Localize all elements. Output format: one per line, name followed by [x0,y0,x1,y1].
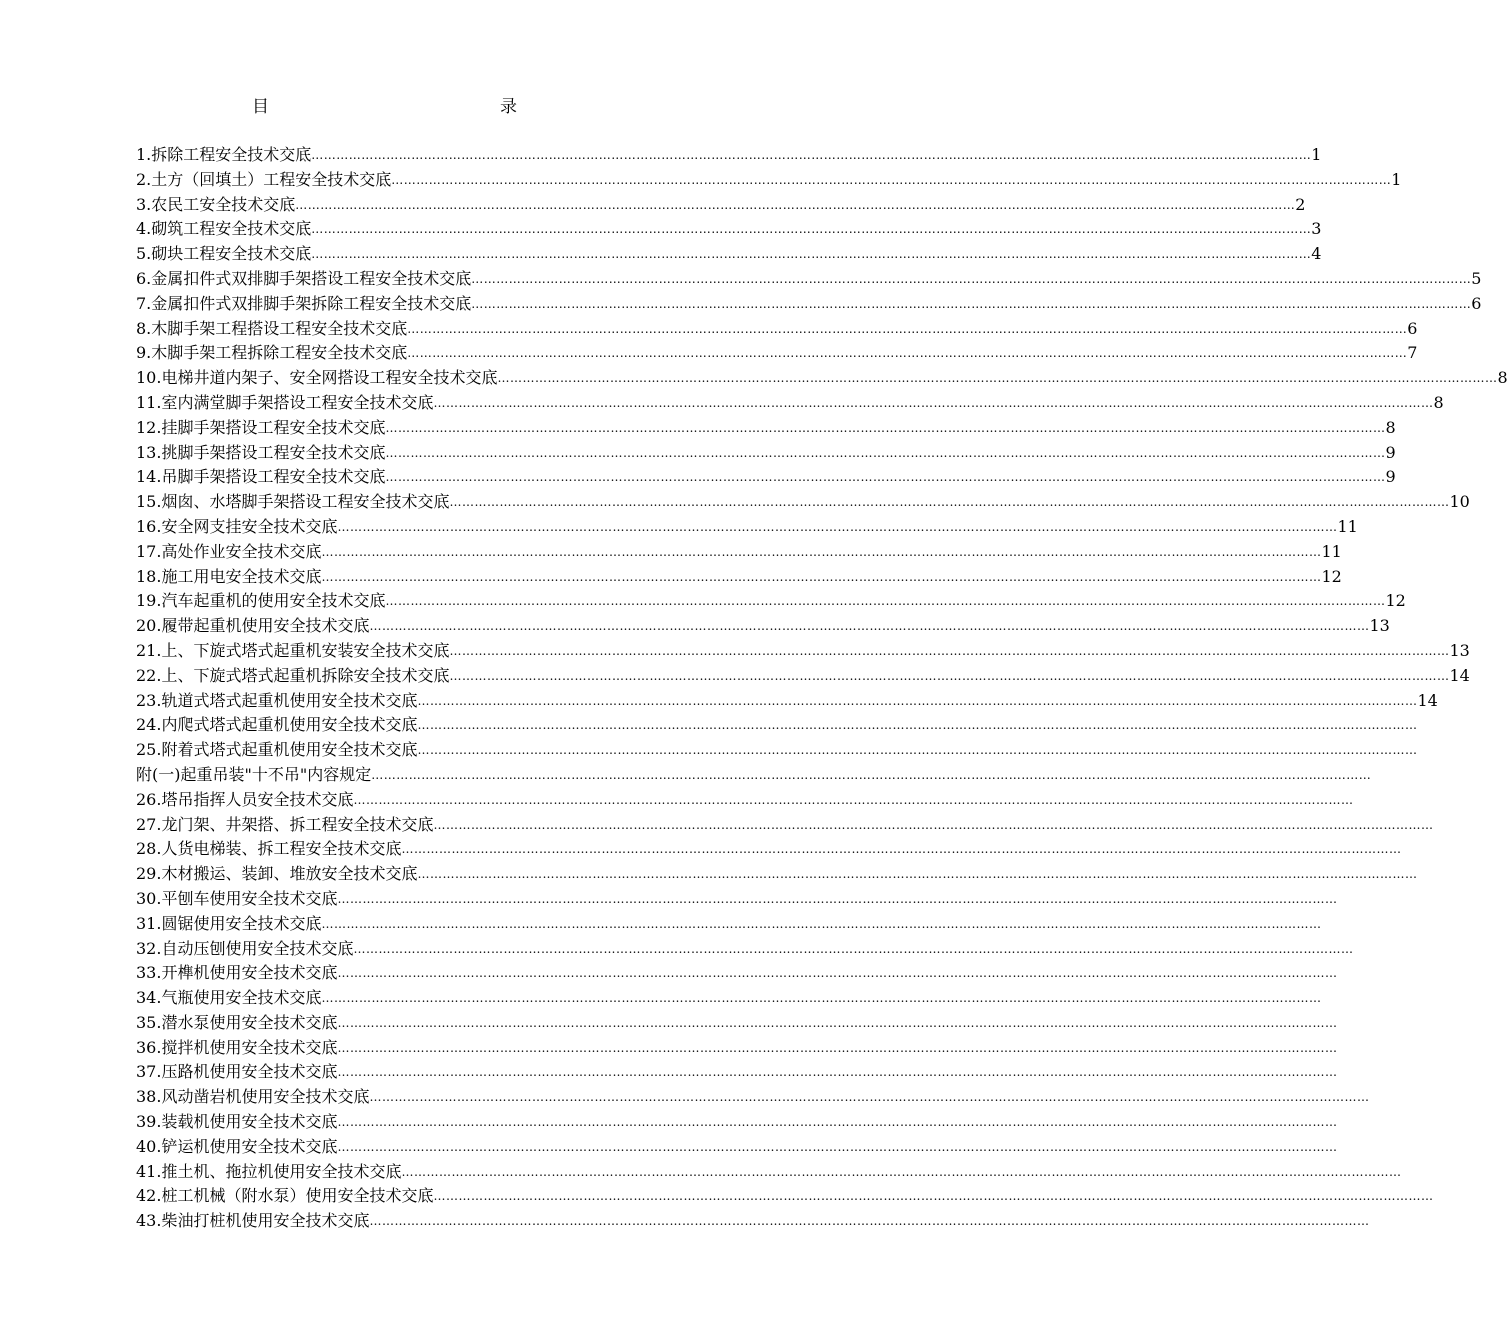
toc-entry-page: 10 [1449,492,1470,512]
toc-entry[interactable] [136,490,1470,515]
toc-entry[interactable] [136,465,1396,490]
toc-entry-page: 13 [1369,616,1390,636]
toc-entry[interactable] [136,763,1372,788]
toc-entry[interactable] [136,912,1322,937]
toc-entry[interactable] [136,143,1322,168]
toc-dot-leader: …………………………………………………………………………………………………………………………………………………………………………………………………………………… [321,991,1322,1006]
toc-entry[interactable] [136,317,1418,342]
toc-entry-title: 20.履带起重机使用安全技术交底 [136,616,370,636]
toc-entry-title: 15.烟囱、水塔脚手架搭设工程安全技术交底 [136,492,450,512]
toc-entry-page: 13 [1449,640,1470,660]
toc-dot-leader: …………………………………………………………………………………………………………………………………………………………………………………………………………………… [295,197,1296,212]
toc-dot-leader: …………………………………………………………………………………………………………………………………………………………………………………………………………………… [385,420,1386,435]
toc-entry-title: 4.砌筑工程安全技术交底 [136,219,312,239]
title-char-2: 录 [500,97,517,117]
toc-entry-title: 22.上、下旋式塔式起重机拆除安全技术交底 [136,665,450,685]
toc-dot-leader: …………………………………………………………………………………………………………………………………………………………………………………………………………………… [433,1189,1434,1204]
toc-entry-title: 9.木脚手架工程拆除工程安全技术交底 [136,343,408,363]
toc-dot-leader: …………………………………………………………………………………………………………………………………………………………………………………………………………………… [407,346,1408,361]
toc-entry[interactable] [136,689,1438,714]
title-char-1: 目 [252,97,269,117]
toc-entry-page: 14 [1417,690,1438,710]
toc-dot-leader: …………………………………………………………………………………………………………………………………………………………………………………………………………………… [417,743,1418,758]
toc-entry[interactable] [136,441,1396,466]
toc-entry-title: 38.风动凿岩机使用安全技术交底 [136,1087,370,1107]
toc-dot-leader: …………………………………………………………………………………………………………………………………………………………………………………………………………………… [371,767,1372,782]
toc-dot-leader: …………………………………………………………………………………………………………………………………………………………………………………………………………………… [369,1090,1370,1105]
toc-entry[interactable] [136,837,1402,862]
toc-dot-leader: …………………………………………………………………………………………………………………………………………………………………………………………………………………… [449,643,1450,658]
toc-entry[interactable] [136,168,1402,193]
toc-dot-leader: …………………………………………………………………………………………………………………………………………………………………………………………………………………… [337,1040,1338,1055]
toc-entry-page: 9 [1385,442,1396,462]
toc-entry[interactable] [136,217,1322,242]
toc-entry-title: 附(一)起重吊装"十不吊"内容规定 [136,764,372,784]
toc-dot-leader: …………………………………………………………………………………………………………………………………………………………………………………………………………………… [353,941,1354,956]
toc-entry-title: 43.柴油打桩机使用安全技术交底 [136,1211,370,1231]
toc-entry-page: 8 [1497,368,1508,388]
toc-entry[interactable] [136,193,1306,218]
toc-dot-leader: …………………………………………………………………………………………………………………………………………………………………………………………………………………… [337,1015,1338,1030]
toc-entry-title: 29.木材搬运、装卸、堆放安全技术交底 [136,864,418,884]
toc-entry-page: 12 [1321,566,1342,586]
toc-entry-page: 9 [1385,467,1396,487]
toc-entry-title: 32.自动压刨使用安全技术交底 [136,938,354,958]
toc-entry[interactable] [136,540,1342,565]
toc-entry[interactable] [136,1085,1370,1110]
toc-entry-title: 6.金属扣件式双排脚手架搭设工程安全技术交底 [136,268,472,288]
toc-entry[interactable] [136,813,1434,838]
toc-entry-title: 11.室内满堂脚手架搭设工程安全技术交底 [136,392,434,412]
toc-entry-title: 21.上、下旋式塔式起重机安装安全技术交底 [136,640,450,660]
toc-entry-page: 8 [1385,417,1396,437]
toc-dot-leader: …………………………………………………………………………………………………………………………………………………………………………………………………………………… [401,842,1402,857]
toc-entry[interactable] [136,713,1418,738]
toc-entry-page: 5 [1471,268,1482,288]
toc-entry[interactable] [136,738,1418,763]
toc-entry-title: 3.农民工安全技术交底 [136,194,296,214]
toc-dot-leader: …………………………………………………………………………………………………………………………………………………………………………………………………………………… [417,718,1418,733]
toc-entry-title: 26.塔吊指挥人员安全技术交底 [136,789,354,809]
toc-entry[interactable] [136,565,1342,590]
toc-dot-leader: …………………………………………………………………………………………………………………………………………………………………………………………………………………… [407,321,1408,336]
toc-entry-title: 14.吊脚手架搭设工程安全技术交底 [136,467,386,487]
toc-dot-leader: …………………………………………………………………………………………………………………………………………………………………………………………………………………… [311,148,1312,162]
toc-entry[interactable] [136,639,1470,664]
toc-entry-page: 4 [1311,244,1322,264]
toc-entry-title: 13.挑脚手架搭设工程安全技术交底 [136,442,386,462]
toc-entry-page: 2 [1295,194,1306,214]
toc-dot-leader: …………………………………………………………………………………………………………………………………………………………………………………………………………………… [417,867,1418,882]
toc-entry-title: 5.砌块工程安全技术交底 [136,244,312,264]
toc-entry[interactable] [136,366,1508,391]
toc-entry-title: 17.高处作业安全技术交底 [136,541,322,561]
toc-entry[interactable] [136,589,1406,614]
toc-entry-title: 23.轨道式塔式起重机使用安全技术交底 [136,690,418,710]
toc-dot-leader: …………………………………………………………………………………………………………………………………………………………………………………………………………………… [449,668,1450,683]
toc-entry[interactable] [136,267,1482,292]
toc-entry-title: 18.施工用电安全技术交底 [136,566,322,586]
toc-entry[interactable] [136,862,1418,887]
toc-entry-title: 39.装载机使用安全技术交底 [136,1112,338,1132]
toc-entry[interactable] [136,1011,1338,1036]
toc-dot-leader: …………………………………………………………………………………………………………………………………………………………………………………………………………………… [353,792,1354,807]
toc-entry-title: 42.桩工机械（附水泵）使用安全技术交底 [136,1186,434,1206]
toc-entry-title: 41.推土机、拖拉机使用安全技术交底 [136,1161,402,1181]
toc-dot-leader: …………………………………………………………………………………………………………………………………………………………………………………………………………………… [385,470,1386,485]
toc-entry[interactable] [136,1135,1338,1160]
toc-entry-title: 7.金属扣件式双排脚手架拆除工程安全技术交底 [136,293,472,313]
toc-entry-title: 28.人货电梯装、拆工程安全技术交底 [136,839,402,859]
toc-dot-leader: …………………………………………………………………………………………………………………………………………………………………………………………………………………… [471,296,1472,311]
toc-entry-title: 37.压路机使用安全技术交底 [136,1062,338,1082]
toc-dot-leader: …………………………………………………………………………………………………………………………………………………………………………………………………………………… [471,271,1472,286]
toc-entry[interactable] [136,1184,1434,1209]
toc-entry[interactable] [136,391,1444,416]
toc-entry[interactable] [136,1060,1338,1085]
toc-dot-leader: …………………………………………………………………………………………………………………………………………………………………………………………………………………… [311,247,1312,262]
toc-dot-leader: …………………………………………………………………………………………………………………………………………………………………………………………………………………… [321,569,1322,584]
toc-entry[interactable] [136,614,1390,639]
toc-entry-title: 40.铲运机使用安全技术交底 [136,1136,338,1156]
toc-entry-title: 12.挂脚手架搭设工程安全技术交底 [136,417,386,437]
toc-entry-title: 8.木脚手架工程搭设工程安全技术交底 [136,318,408,338]
toc-dot-leader: …………………………………………………………………………………………………………………………………………………………………………………………………………………… [417,693,1418,708]
toc-entry-page: 14 [1449,665,1470,685]
toc-dot-leader: …………………………………………………………………………………………………………………………………………………………………………………………………………………… [337,891,1338,906]
toc-entry[interactable] [136,1160,1402,1185]
toc-entry-page: 1 [1311,145,1322,164]
toc-entry-title: 16.安全网支挂安全技术交底 [136,516,338,536]
toc-entry-title: 19.汽车起重机的使用安全技术交底 [136,591,386,611]
toc-dot-leader: …………………………………………………………………………………………………………………………………………………………………………………………………………………… [497,371,1498,386]
toc-entry-title: 2.土方（回填土）工程安全技术交底 [136,169,392,189]
toc-dot-leader: …………………………………………………………………………………………………………………………………………………………………………………………………………………… [391,172,1392,187]
toc-entry-title: 35.潜水泵使用安全技术交底 [136,1012,338,1032]
toc-entry-page: 3 [1311,219,1322,239]
toc-entry-title: 30.平刨车使用安全技术交底 [136,888,338,908]
toc-entry-title: 1.拆除工程安全技术交底 [136,145,312,164]
toc-dot-leader: …………………………………………………………………………………………………………………………………………………………………………………………………………………… [321,916,1322,931]
toc-entry[interactable] [136,242,1322,267]
toc-dot-leader: …………………………………………………………………………………………………………………………………………………………………………………………………………………… [337,966,1338,981]
toc-entry-page: 6 [1471,293,1482,313]
toc-dot-leader: …………………………………………………………………………………………………………………………………………………………………………………………………………………… [433,395,1434,410]
toc-entry-title: 25.附着式塔式起重机使用安全技术交底 [136,740,418,760]
toc-entry[interactable] [136,937,1354,962]
toc-entry[interactable] [136,1036,1338,1061]
toc-entry-page: 12 [1385,591,1406,611]
toc-dot-leader: …………………………………………………………………………………………………………………………………………………………………………………………………………………… [337,1115,1338,1130]
toc-entry[interactable] [136,664,1470,689]
toc-entry-title: 10.电梯井道内架子、安全网搭设工程安全技术交底 [136,368,498,388]
toc-dot-leader: …………………………………………………………………………………………………………………………………………………………………………………………………………………… [321,544,1322,559]
toc-entry-title: 27.龙门架、井架搭、拆工程安全技术交底 [136,814,434,834]
toc-entry[interactable] [136,515,1358,540]
toc-entry[interactable] [136,292,1482,317]
toc-dot-leader: …………………………………………………………………………………………………………………………………………………………………………………………………………………… [385,445,1386,460]
toc-entry-title: 36.搅拌机使用安全技术交底 [136,1037,338,1057]
toc-entry[interactable] [136,788,1354,813]
toc-dot-leader: …………………………………………………………………………………………………………………………………………………………………………………………………………………… [369,619,1370,634]
toc-dot-leader: …………………………………………………………………………………………………………………………………………………………………………………………………………………… [337,1139,1338,1154]
toc-entry-title: 34.气瓶使用安全技术交底 [136,988,322,1008]
toc-entry[interactable] [136,341,1418,366]
toc-entry[interactable] [136,961,1338,986]
toc-entry-page: 11 [1321,541,1342,561]
toc-entry-title: 24.内爬式塔式起重机使用安全技术交底 [136,715,418,735]
toc-dot-leader: …………………………………………………………………………………………………………………………………………………………………………………………………………………… [433,817,1434,832]
toc-entry-page: 6 [1407,318,1418,338]
toc-entry-page: 8 [1433,392,1444,412]
page-title [0,92,950,118]
toc-entry[interactable] [136,1110,1338,1135]
toc-dot-leader: …………………………………………………………………………………………………………………………………………………………………………………………………………………… [337,1065,1338,1080]
toc-entry[interactable] [136,1209,1370,1234]
toc-entry-page: 7 [1407,343,1418,363]
toc-dot-leader: …………………………………………………………………………………………………………………………………………………………………………………………………………………… [337,519,1338,534]
toc-dot-leader: …………………………………………………………………………………………………………………………………………………………………………………………………………………… [449,495,1450,510]
toc-dot-leader: …………………………………………………………………………………………………………………………………………………………………………………………………………………… [385,594,1386,609]
toc-entry[interactable] [136,986,1322,1011]
toc-entry[interactable] [136,416,1396,441]
toc-entry-page: 11 [1337,516,1358,536]
toc-entry[interactable] [136,887,1338,912]
toc-entry-title: 31.圆锯使用安全技术交底 [136,913,322,933]
toc-dot-leader: …………………………………………………………………………………………………………………………………………………………………………………………………………………… [401,1164,1402,1179]
toc-dot-leader: …………………………………………………………………………………………………………………………………………………………………………………………………………………… [311,222,1312,237]
toc-dot-leader: …………………………………………………………………………………………………………………………………………………………………………………………………………………… [369,1214,1370,1229]
table-of-contents [136,143,1508,1234]
toc-entry-title: 33.开榫机使用安全技术交底 [136,963,338,983]
toc-entry-page: 1 [1391,169,1402,189]
